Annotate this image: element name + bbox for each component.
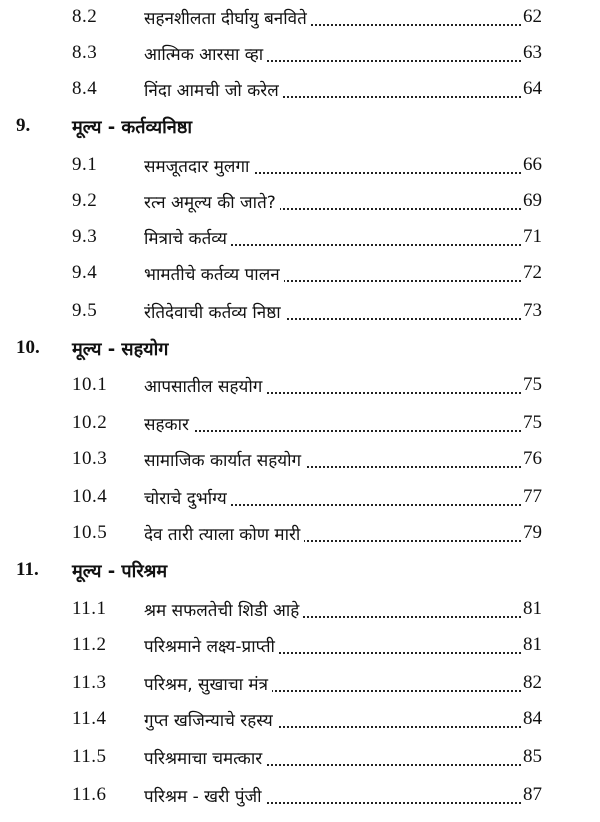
toc-entry xyxy=(0,780,600,810)
entry-title: सहनशीलता दीर्घायु बनविते xyxy=(144,6,311,29)
toc-entry xyxy=(0,370,600,400)
entry-title: सामाजिक कार्यात सहयोग xyxy=(144,448,305,471)
entry-title: भामतीचे कर्तव्य पालन xyxy=(144,262,284,285)
section-number: 10. xyxy=(16,337,40,358)
section-number: 9. xyxy=(16,115,31,136)
entry-number: 11.6 xyxy=(72,784,107,805)
entry-number: 11.5 xyxy=(72,746,107,767)
section-title: मूल्य - परिश्रम xyxy=(72,561,168,582)
entry-number: 10.5 xyxy=(72,522,108,543)
toc-entry xyxy=(0,296,600,326)
entry-number: 11.4 xyxy=(72,708,107,729)
section-number: 11. xyxy=(16,559,39,580)
page-number: 84 xyxy=(523,708,542,729)
entry-title: आत्मिक आरसा व्हा xyxy=(144,42,267,65)
entry-title: परिश्रमाचा चमत्कार xyxy=(144,746,266,769)
page-number: 77 xyxy=(523,486,542,507)
entry-number: 10.1 xyxy=(72,374,108,395)
entry-number: 9.5 xyxy=(72,300,98,321)
page-number: 87 xyxy=(523,784,542,805)
page-number: 81 xyxy=(523,598,542,619)
toc-entry xyxy=(0,150,600,180)
entry-title: परिश्रम, सुखाचा मंत्र xyxy=(144,672,272,695)
entry-number: 10.2 xyxy=(72,412,108,433)
entry-number: 8.2 xyxy=(72,6,98,27)
entry-title: आपसातील सहयोग xyxy=(144,374,266,397)
entry-number: 10.3 xyxy=(72,448,108,469)
entry-number: 9.4 xyxy=(72,262,98,283)
entry-number: 8.4 xyxy=(72,78,98,99)
entry-title: सहकार xyxy=(144,412,193,435)
dot-leader xyxy=(144,410,536,432)
page-number: 69 xyxy=(523,190,542,211)
entry-title: रत्न अमूल्य की जाते? xyxy=(144,190,280,213)
section-title: मूल्य - कर्तव्यनिष्ठा xyxy=(72,117,193,138)
toc-entry xyxy=(0,186,600,216)
page-number: 75 xyxy=(523,412,542,433)
page-number: 66 xyxy=(523,154,542,175)
page-number: 76 xyxy=(523,448,542,469)
page-number: 82 xyxy=(523,672,542,693)
toc-entry xyxy=(0,594,600,624)
page-number: 73 xyxy=(523,300,542,321)
entry-number: 11.3 xyxy=(72,672,107,693)
entry-title: देव तारी त्याला कोण मारी xyxy=(144,522,304,545)
page-number: 63 xyxy=(523,42,542,63)
entry-number: 10.4 xyxy=(72,486,108,507)
entry-title: परिश्रम - खरी पुंजी xyxy=(144,784,266,807)
page-number: 62 xyxy=(523,6,542,27)
toc-entry xyxy=(0,444,600,474)
entry-number: 8.3 xyxy=(72,42,98,63)
page-number: 79 xyxy=(523,522,542,543)
page-number: 85 xyxy=(523,746,542,767)
entry-number: 9.1 xyxy=(72,154,98,175)
entry-number: 9.3 xyxy=(72,226,98,247)
entry-title: मित्राचे कर्तव्य xyxy=(144,226,231,249)
toc-entry xyxy=(0,668,600,698)
page-number: 72 xyxy=(523,262,542,283)
page-number: 64 xyxy=(523,78,542,99)
toc-entry xyxy=(0,74,600,104)
entry-title: श्रम सफलतेची शिडी आहे xyxy=(144,598,303,621)
toc-entry xyxy=(0,408,600,438)
toc-entry xyxy=(0,518,600,548)
entry-number: 11.1 xyxy=(72,598,107,619)
section-title: मूल्य - सहयोग xyxy=(72,339,169,360)
page-number: 75 xyxy=(523,374,542,395)
toc-entry xyxy=(0,2,600,32)
entry-title: निंदा आमची जो करेल xyxy=(144,78,283,101)
page-number: 81 xyxy=(523,634,542,655)
entry-title: चोराचे दुर्भाग्य xyxy=(144,486,231,509)
entry-title: परिश्रमाने लक्ष्य-प्राप्ती xyxy=(144,634,279,657)
toc-section-heading xyxy=(0,112,600,142)
toc-entry xyxy=(0,630,600,660)
toc-section-heading xyxy=(0,556,600,586)
toc-entry xyxy=(0,704,600,734)
toc-entry xyxy=(0,38,600,68)
toc-section-heading xyxy=(0,334,600,364)
entry-title: गुप्त खजिन्याचे रहस्य xyxy=(144,708,277,731)
entry-number: 9.2 xyxy=(72,190,98,211)
toc-entry xyxy=(0,258,600,288)
entry-title: रंतिदेवाची कर्तव्य निष्ठा xyxy=(144,300,285,323)
entry-title: समजूतदार मुलगा xyxy=(144,154,253,177)
page-number: 71 xyxy=(523,226,542,247)
toc-entry xyxy=(0,742,600,772)
toc-entry xyxy=(0,222,600,252)
entry-number: 11.2 xyxy=(72,634,107,655)
toc-entry xyxy=(0,482,600,512)
